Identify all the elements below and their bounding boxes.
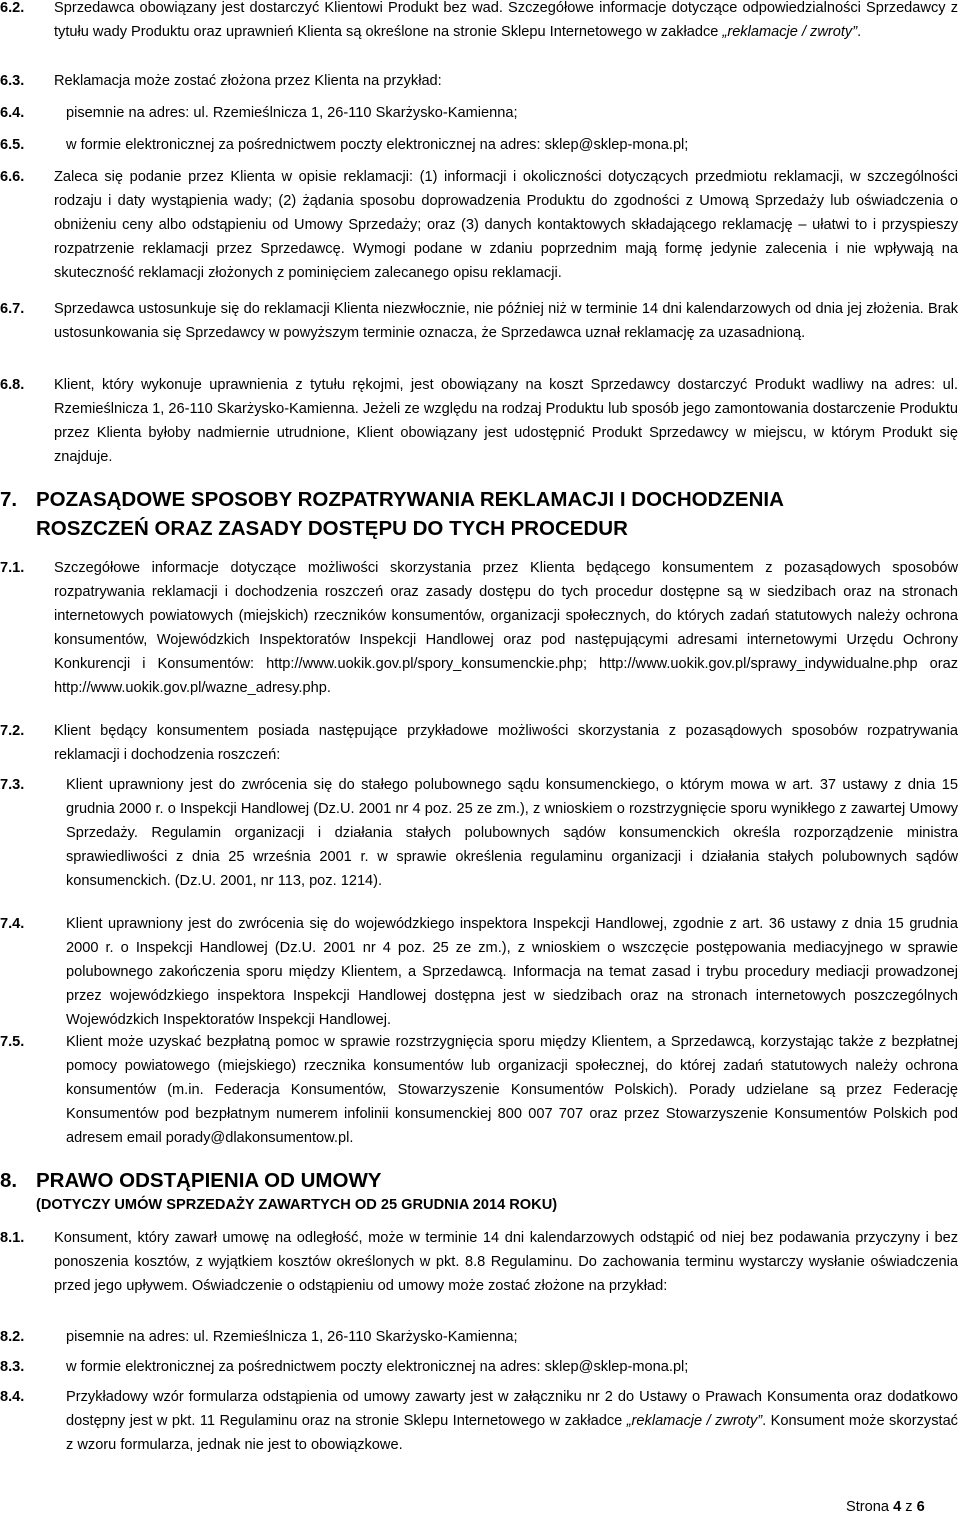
paragraph-7-3 xyxy=(0,773,960,893)
section-heading-7 xyxy=(0,486,960,542)
paragraph-7-4 xyxy=(0,912,960,1032)
page-footer xyxy=(846,1497,925,1517)
paragraph-text: Klient uprawniony jest do zwrócenia się do wojewódzkiego inspektora Inspekcji Handlowej, zgodnie z art. 36 ustawy z dnia 15 grudnia 2000 r. o Inspekcji Handlowej (Dz.U. 2001 nr 4 poz. 25 ze zm.), z wnioskiem o wszczęcie postępowania mediacyjnego w sprawie polubownego zakończenia sporu między Klientem, a Sprzedawcą. Informacja na temat zasad i trybu procedury mediacji prowadzonej przez wojewódzkiego inspektora Inspekcji Handlowej dostępna jest w siedzibach oraz na stronach internetowych poszczególnych Wojewódzkich Inspektoratów Inspekcji Handlowej. xyxy=(66,916,958,1028)
paragraph-text: pisemnie na adres: ul. Rzemieślnicza 1, 26-110 Skarżysko-Kamienna; xyxy=(66,1329,518,1345)
paragraph-text xyxy=(66,1385,958,1457)
section-heading-8 xyxy=(0,1167,960,1217)
paragraph-number: 8.2. xyxy=(0,1329,25,1345)
paragraph-7-2 xyxy=(0,719,960,767)
paragraph-text: Konsument, który zawarł umowę na odległość, może w terminie 14 dni kalendarzowych odstąpić od niej bez podawania przyczyny i bez ponoszenia kosztów, z wyjątkiem kosztów określonych w pkt. 8.8 Regulaminu. Do zachowania terminu wystarczy wysłanie oświadczenia przed jego upływem. Oświadczenie o odstąpieniu od umowy może zostać złożone na przykład: xyxy=(54,1230,958,1294)
paragraph-6-2 xyxy=(0,0,960,68)
paragraph-number: 7.3. xyxy=(0,777,25,793)
paragraph-number: 6.6. xyxy=(0,169,25,185)
paragraph-7-1 xyxy=(0,556,960,724)
paragraph-6-7 xyxy=(0,297,960,369)
paragraph-number: 6.7. xyxy=(0,301,25,317)
section-title-line-1: POZASĄDOWE SPOSOBY ROZPATRYWANIA REKLAMACJI I DOCHODZENIA xyxy=(36,488,784,511)
paragraph-8-3 xyxy=(0,1355,960,1379)
section-number: 8. xyxy=(0,1169,18,1192)
paragraph-6-4 xyxy=(0,101,960,125)
page-label: Strona xyxy=(846,1499,889,1515)
paragraph-number: 6.3. xyxy=(0,73,25,89)
section-number: 7. xyxy=(0,488,18,511)
paragraph-text: Klient może uzyskać bezpłatną pomoc w sprawie rozstrzygnięcia sporu między Klientem, a Sprzedawcą, korzystając także z bezpłatnej pomocy powiatowego (miejskiego) rzecznika konsumentów lub organizacji społecznej, do której zadań statutowych należy ochrona konsumentów (m.in. Federacja Konsumentów, Stowarzyszenie Konsumentów Polskich). Porady udzielane są przez Federację Konsumentów pod bezpłatnym numerem infolinii konsumenckiej 800 007 707 oraz przez Stowarzyszenie Konsumentów Polskich pod adresem email porady@dlakonsumentow.pl. xyxy=(66,1034,958,1146)
paragraph-number: 8.4. xyxy=(0,1389,25,1405)
paragraph-number: 7.5. xyxy=(0,1034,25,1050)
paragraph-text: w formie elektronicznej za pośrednictwem poczty elektronicznej na adres: sklep@sklep-mona.pl; xyxy=(66,137,689,153)
paragraph-6-3 xyxy=(0,69,960,93)
paragraph-number: 6.2. xyxy=(0,0,25,16)
paragraph-6-5 xyxy=(0,133,960,157)
paragraph-8-4 xyxy=(0,1385,960,1457)
page-separator: z xyxy=(905,1499,913,1515)
paragraph-8-2 xyxy=(0,1325,960,1349)
text-part: Przykładowy wzór formularza odstąpienia od umowy zawarty jest w załączniku nr 2 do Ustawy o Prawach Konsumenta oraz dodatkowo dostępny jest w pkt. 11 Regulaminu oraz na stronie Sklepu Internetowego w zakładce xyxy=(66,1389,958,1429)
section-title-line-2: ROSZCZEŃ ORAZ ZASADY DOSTĘPU DO TYCH PROCEDUR xyxy=(36,517,628,540)
paragraph-text: Klient będący konsumentem posiada następujące przykładowe możliwości skorzystania z pozasądowych sposobów rozpatrywania reklamacji i dochodzenia roszczeń: xyxy=(54,723,958,763)
italic-link-text: „reklamacje / zwroty” xyxy=(722,24,858,40)
paragraph-text: Klient uprawniony jest do zwrócenia się do stałego polubownego sądu konsumenckiego, o którym mowa w art. 37 ustawy z dnia 15 grudnia 2000 r. o Inspekcji Handlowej (Dz.U. 2001 nr 4 poz. 25 ze zm.), z wnioskiem o rozstrzygnięcie sporu wynikłego z zawartej Umowy Sprzedaży. Regulamin organizacji i działania stałych polubownych sądów konsumenckich określa rozporządzenie ministra sprawiedliwości z dnia 25 września 2001 r. w sprawie określenia regulaminu organizacji i działania stałych polubownych sądów konsumenckich. (Dz.U. 2001, nr 113, poz. 1214). xyxy=(66,777,958,889)
paragraph-6-8 xyxy=(0,373,960,469)
paragraph-number: 6.4. xyxy=(0,105,25,121)
current-page: 4 xyxy=(893,1499,902,1515)
text-part: Sprzedawca obowiązany jest dostarczyć Klientowi Produkt bez wad. Szczegółowe informacje dotyczące odpowiedzialności Sprzedawcy z tytułu wady Produktu oraz uprawnień Klienta są określone na stronie Sklepu Internetowego w zakładce xyxy=(54,0,958,40)
paragraph-number: 7.2. xyxy=(0,723,25,739)
paragraph-number: 6.5. xyxy=(0,137,25,153)
paragraph-number: 7.4. xyxy=(0,916,25,932)
paragraph-number: 7.1. xyxy=(0,560,25,576)
paragraph-number: 8.3. xyxy=(0,1359,25,1375)
paragraph-number: 6.8. xyxy=(0,377,25,393)
paragraph-number: 8.1. xyxy=(0,1230,25,1246)
paragraph-text: w formie elektronicznej za pośrednictwem poczty elektronicznej na adres: sklep@sklep-mona.pl; xyxy=(66,1359,689,1375)
paragraph-text xyxy=(54,0,958,44)
text-part: . Konsument może skorzystać z wzoru formularza, jednak nie jest to obowiązkowe. xyxy=(66,1413,958,1453)
paragraph-text: Zaleca się podanie przez Klienta w opisie reklamacji: (1) informacji i okoliczności dotyczących przedmiotu reklamacji, w szczególności rodzaju i daty wystąpienia wady; (2) żądania sposobu doprowadzenia Produktu do zgodności z Umową Sprzedaży lub oświadczenia o obniżeniu ceny albo odstąpieniu od Umowy Sprzedaży; oraz (3) danych kontaktowych składającego reklamację – ułatwi to i przyspieszy rozpatrzenie reklamacji przez Sprzedawcę. Wymogi podane w zdaniu poprzednim mają formę jedynie zalecenia i nie wpływają na skuteczność reklamacji złożonych z pominięciem zalecanego opisu reklamacji. xyxy=(54,169,958,281)
text-part: . xyxy=(857,24,862,40)
section-title: PRAWO ODSTĄPIENIA OD UMOWY xyxy=(36,1169,382,1192)
paragraph-8-1 xyxy=(0,1226,960,1322)
paragraph-text: Sprzedawca ustosunkuje się do reklamacji Klienta niezwłocznie, nie później niż w terminie 14 dni kalendarzowych od dnia jej złożenia. Brak ustosunkowania się Sprzedawcy w powyższym terminie oznacza, że Sprzedawca uznał reklamację za uzasadnioną. xyxy=(54,301,958,341)
paragraph-text: Reklamacja może zostać złożona przez Klienta na przykład: xyxy=(54,73,442,89)
paragraph-text: pisemnie na adres: ul. Rzemieślnicza 1, 26-110 Skarżysko-Kamienna; xyxy=(66,105,518,121)
italic-link-text: „reklamacje / zwroty” xyxy=(626,1413,763,1429)
paragraph-7-5 xyxy=(0,1030,960,1150)
total-pages: 6 xyxy=(916,1499,925,1515)
paragraph-text: Klient, który wykonuje uprawnienia z tytułu rękojmi, jest obowiązany na koszt Sprzedawcy dostarczyć Produkt wadliwy na adres: ul. Rzemieślnicza 1, 26-110 Skarżysko-Kamienna. Jeżeli ze względu na rodzaj Produktu lub sposób jego zamontowania dostarczenie Produktu przez Klienta byłoby nadmiernie utrudnione, Klient obowiązany jest udostępnić Produkt Sprzedawcy w miejscu, w którym Produkt się znajduje. xyxy=(54,377,958,465)
paragraph-text: Szczegółowe informacje dotyczące możliwości skorzystania przez Klienta będącego konsumentem z pozasądowych sposobów rozpatrywania reklamacji i dochodzenia roszczeń oraz zasady dostępu do tych procedur dostępne są w siedzibach oraz na stronach internetowych powiatowych (miejskich) rzeczników konsumentów, organizacji społecznych, do których zadań statutowych należy ochrona konsumentów, Wojewódzkich Inspektoratów Inspekcji Handlowej oraz pod następującymi adresami internetowymi Urzędu Ochrony Konkurencji i Konsumentów: http://www.uokik.gov.pl/spory_konsumenckie.php; http://www.uokik.gov.pl/sprawy_indywidualne.php oraz http://www.uokik.gov.pl/wazne_adresy.php. xyxy=(54,560,958,696)
section-subtitle: (DOTYCZY UMÓW SPRZEDAŻY ZAWARTYCH OD 25 GRUDNIA 2014 ROKU) xyxy=(36,1197,558,1213)
